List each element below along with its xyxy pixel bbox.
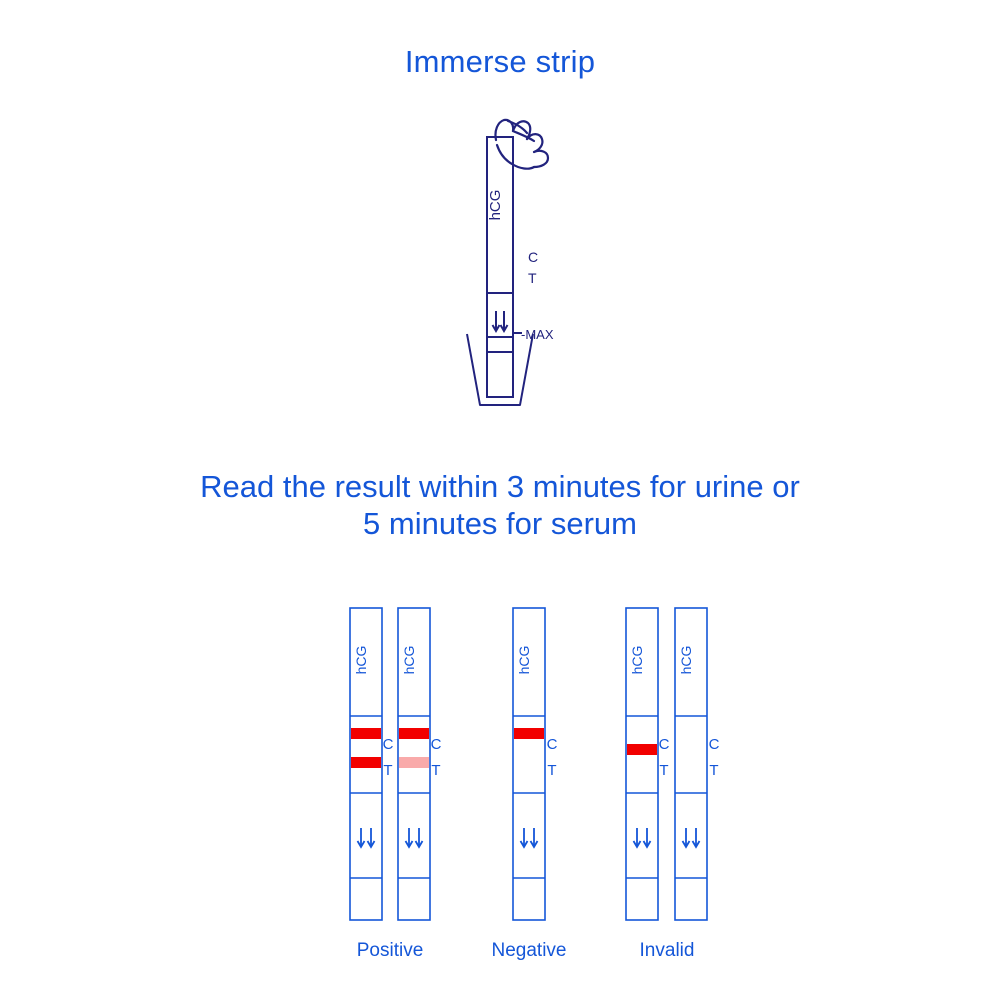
marker-t-label: T (528, 270, 537, 286)
down-arrows-icon (493, 311, 508, 331)
invalid-strip2-c-label: C (708, 736, 720, 753)
strip-hcg-label: hCG (516, 645, 532, 675)
marker-c-label: C (528, 249, 539, 265)
band-t-faint (399, 757, 429, 768)
positive-strip2-c-label: C (430, 736, 442, 753)
caption-negative: Negative (491, 940, 567, 961)
band-c (514, 728, 544, 739)
read-result-line-2: 5 minutes for serum (363, 506, 637, 541)
band-c (399, 728, 429, 739)
caption-invalid: Invalid (639, 940, 695, 961)
test-strip-outline (487, 137, 513, 397)
invalid-strip1-c-label: C (658, 736, 670, 753)
strip-hcg-label: hCG (353, 645, 369, 675)
specimen-cup (467, 334, 533, 405)
strip-hcg-label: hCG (487, 189, 504, 221)
invalid-strip1-t-label: T (659, 762, 669, 779)
caption-positive: Positive (356, 940, 424, 961)
page-title-immerse: Immerse strip (404, 44, 596, 79)
band-t (351, 757, 381, 768)
hand-icon (495, 120, 548, 169)
positive-strip2-t-label: T (431, 762, 441, 779)
negative-strip-c-label: C (546, 736, 558, 753)
result-strip-invalid-1 (626, 608, 658, 920)
positive-strip1-c-label: C (382, 736, 394, 753)
result-strip-invalid-2 (675, 608, 707, 920)
band-t (627, 744, 657, 755)
read-result-line-1: Read the result within 3 minutes for urine or (200, 469, 800, 504)
result-strip-positive-1 (350, 608, 382, 920)
max-label: -MAX (521, 327, 554, 342)
strip-hcg-label: hCG (678, 645, 694, 675)
result-group-negative (513, 608, 545, 920)
result-strip-positive-2 (398, 608, 430, 920)
positive-strip1-t-label: T (383, 762, 393, 779)
result-strip-negative-1 (513, 608, 545, 920)
negative-strip-t-label: T (547, 762, 557, 779)
invalid-strip2-t-label: T (709, 762, 719, 779)
strip-hcg-label: hCG (401, 645, 417, 675)
band-c (351, 728, 381, 739)
strip-hcg-label: hCG (629, 645, 645, 675)
